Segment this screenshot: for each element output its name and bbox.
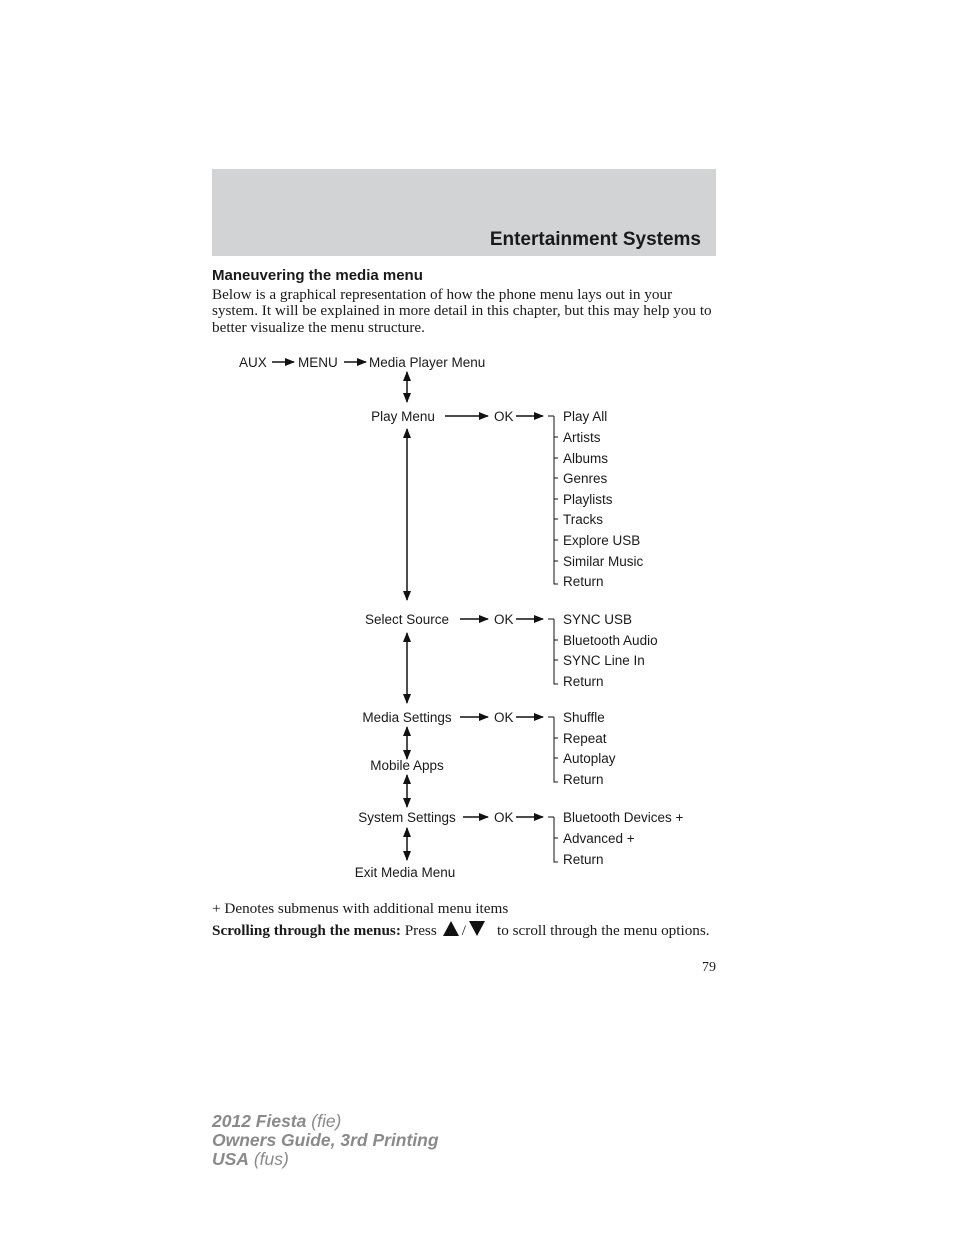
footer-model-code: (fie) xyxy=(311,1111,342,1131)
list-item: SYNC USB xyxy=(563,612,633,627)
list-item: Autoplay xyxy=(563,751,616,766)
list-item: Bluetooth Audio xyxy=(563,633,658,648)
ok-label-media-settings: OK xyxy=(494,710,514,725)
list-item: Genres xyxy=(563,471,608,486)
triangle-down-icon xyxy=(469,921,485,936)
list-item: Shuffle xyxy=(563,710,605,725)
section-title: Entertainment Systems xyxy=(489,229,701,250)
footer-market: USA xyxy=(212,1149,249,1169)
scroll-rest: to scroll through the menu options. xyxy=(497,922,710,939)
submenu-note: + Denotes submenus with additional menu items xyxy=(212,900,509,917)
group-label-select-source: Select Source xyxy=(364,612,450,627)
footer-line-3 xyxy=(212,1150,439,1169)
group-label-media-settings: Media Settings xyxy=(362,710,452,725)
bracket-select-source xyxy=(548,619,558,684)
intro-paragraph: Below is a graphical representation of how the phone menu lays out in your system. It will be explained in more detail in this chapter, but this may help you to better visualize the menu structure. xyxy=(212,286,712,336)
triangle-up-icon xyxy=(443,921,459,936)
footer xyxy=(212,1112,439,1169)
list-item: Bluetooth Devices + xyxy=(563,810,684,825)
footer-line-1 xyxy=(212,1112,439,1131)
bracket-system-settings xyxy=(548,817,558,862)
group-label-exit-media-menu: Exit Media Menu xyxy=(354,865,456,880)
ok-label-select-source: OK xyxy=(494,612,514,627)
menu-label: MENU xyxy=(298,355,338,370)
list-item: Repeat xyxy=(563,731,607,746)
list-item: Return xyxy=(563,674,604,689)
list-item: Explore USB xyxy=(563,533,641,548)
bracket-play-menu xyxy=(548,416,558,584)
list-item: Advanced + xyxy=(563,831,635,846)
list-item: Playlists xyxy=(563,492,613,507)
subheading: Maneuvering the media menu xyxy=(212,267,423,284)
list-item: Return xyxy=(563,852,604,867)
list-item: Return xyxy=(563,574,604,589)
scroll-lead: Scrolling through the menus: xyxy=(212,922,401,939)
ok-label-system-settings: OK xyxy=(494,810,514,825)
group-label-play-menu: Play Menu xyxy=(371,409,435,424)
list-item: Return xyxy=(563,772,604,787)
bracket-media-settings xyxy=(548,717,558,782)
scroll-slash: / xyxy=(461,922,466,939)
footer-line-2 xyxy=(212,1131,439,1150)
list-item: Play All xyxy=(563,409,608,424)
list-item: Similar Music xyxy=(563,554,644,569)
page-number: 79 xyxy=(702,960,716,975)
scroll-press: Press xyxy=(404,922,437,939)
list-item: Albums xyxy=(563,451,609,466)
footer-model: 2012 Fiesta xyxy=(212,1111,307,1131)
scroll-instructions xyxy=(212,921,716,941)
group-label-system-settings: System Settings xyxy=(358,810,456,825)
ok-label-play-menu: OK xyxy=(494,409,514,424)
aux-label: AUX xyxy=(239,355,267,370)
group-label-mobile-apps: Mobile Apps xyxy=(370,758,444,773)
footer-market-code: (fus) xyxy=(253,1149,289,1169)
media-player-menu-label: Media Player Menu xyxy=(369,355,486,370)
list-item: Tracks xyxy=(563,512,603,527)
footer-guide: Owners Guide, 3rd Printing xyxy=(212,1130,439,1150)
list-item: SYNC Line In xyxy=(563,653,645,668)
list-item: Artists xyxy=(563,430,601,445)
